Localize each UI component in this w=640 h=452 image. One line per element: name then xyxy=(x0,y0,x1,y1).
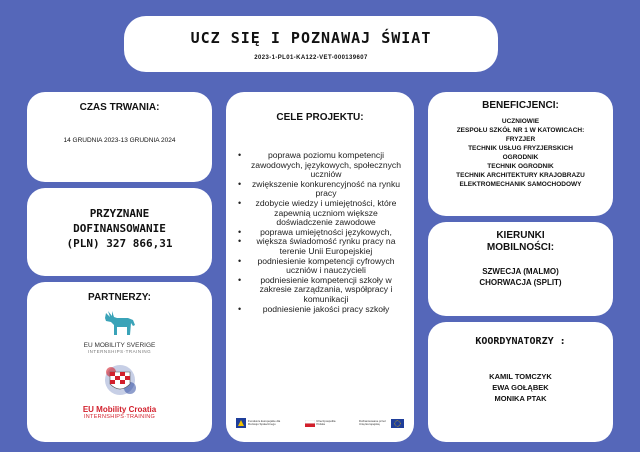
funding-logos-bar xyxy=(236,416,404,430)
eu-logo-text: Dofinansowane przez Unię Europejską xyxy=(359,418,386,426)
rp-logo xyxy=(305,420,341,427)
sweden-partner-name: EU MOBILITY SVERIGE xyxy=(83,342,156,349)
goal-item: • podniesienie kompetencji szkoły w zakresie zarządzania, współpracy i komunikacji xyxy=(248,276,404,305)
rp-logo-text: Rzeczpospolita Polska xyxy=(316,418,336,426)
partners-title: PARTNERZY: xyxy=(88,292,151,303)
coordinators-title: KOORDYNATORZY : xyxy=(475,336,566,347)
project-code: 2023-1-PL01-KA122-VET-000139607 xyxy=(254,55,368,61)
funding-line2: DOFINANSOWANIE xyxy=(73,222,166,235)
page-title: UCZ SIĘ I POZNAWAJ ŚWIAT xyxy=(190,29,432,47)
duration-title: CZAS TRWANIA: xyxy=(79,102,160,113)
croatia-logo xyxy=(27,360,212,420)
direction-line: CHORWACJA (SPLIT) xyxy=(479,278,562,287)
goal-item: • zdobycie wiedzy i umiejętności, które zapewnią uczniom większe doświadczenie zawodowe xyxy=(248,199,404,228)
goals-list xyxy=(226,151,414,314)
directions-list xyxy=(428,266,613,288)
fe-logo-text: Fundusze Europejskie dla Rozwoju Społecznego xyxy=(248,418,281,426)
direction-line: SZWECJA (MALMO) xyxy=(482,267,559,276)
eu-logo xyxy=(359,419,404,428)
header-card xyxy=(124,16,498,72)
beneficiary-line: ZESPOŁU SZKÓŁ NR 1 W KATOWICACH: xyxy=(456,127,585,134)
beneficiary-line: TECHNIK USŁUG FRYZJERSKICH xyxy=(468,145,573,152)
beneficiaries-title: BENEFICJENCI: xyxy=(482,100,559,111)
funding-amount: (PLN) 327 866,31 xyxy=(66,237,173,250)
coordinator-name: KAMIL TOMCZYK xyxy=(489,372,552,381)
coordinators-card xyxy=(428,322,613,442)
goals-title: CELE PROJEKTU: xyxy=(276,112,364,123)
croatia-partner-sub: INTERNSHIPS·TRAINING xyxy=(83,414,156,420)
coordinator-name: EWA GOŁĄBEK xyxy=(492,383,549,392)
funding-line1: PRZYZNANE xyxy=(89,207,150,220)
coordinator-name: MONIKA PTAK xyxy=(494,394,547,403)
goal-item: • poprawa poziomu kompetencji zawodowych, językowych, społecznych uczniów xyxy=(248,151,404,180)
beneficiary-line: UCZNIOWIE xyxy=(501,118,540,125)
coordinators-list xyxy=(428,371,613,404)
funding-card xyxy=(27,188,212,276)
moose-icon xyxy=(100,309,140,337)
croatia-splash-icon xyxy=(96,360,144,400)
partners-card xyxy=(27,282,212,442)
fe-star-icon xyxy=(236,418,246,428)
goal-item: • podniesienie jakości pracy szkoły xyxy=(248,305,404,315)
goal-item: • zwiększenie konkurencyjność na rynku pracy xyxy=(248,180,404,199)
eu-flag-icon xyxy=(391,419,404,428)
croatia-partner-name: EU Mobility Croatia xyxy=(82,405,157,414)
sweden-partner-sub: INTERNSHIPS·TRAINING xyxy=(87,349,152,354)
beneficiaries-card xyxy=(428,92,613,216)
duration-dates: 14 GRUDNIA 2023-13 GRUDNIA 2024 xyxy=(63,137,176,144)
poland-flag-icon xyxy=(305,420,315,427)
goals-card xyxy=(226,92,414,442)
fe-logo xyxy=(236,418,286,428)
directions-title-line2: MOBILNOŚCI: xyxy=(486,242,555,253)
beneficiary-line: TECHNIK ARCHITEKTURY KRAJOBRAZU xyxy=(456,172,585,179)
directions-card xyxy=(428,222,613,316)
beneficiary-line: TECHNIK OGRODNIK xyxy=(487,163,554,170)
beneficiaries-list xyxy=(428,117,613,189)
goal-item: • większa świadomość rynku pracy na terenie Unii Europejskiej xyxy=(248,237,404,256)
beneficiary-line: OGRODNIK xyxy=(502,154,539,161)
directions-title-line1: KIERUNKI xyxy=(496,230,545,241)
beneficiary-line: ELEKTROMECHANIK SAMOCHODOWY xyxy=(459,181,582,188)
duration-card xyxy=(27,92,212,182)
sweden-logo xyxy=(27,309,212,354)
beneficiary-line: FRYZJER xyxy=(505,136,536,143)
goal-item: • podniesienie kompetencji cyfrowych uczniów i nauczycieli xyxy=(248,257,404,276)
goal-item: • poprawa umiejętności językowych, xyxy=(248,228,404,238)
